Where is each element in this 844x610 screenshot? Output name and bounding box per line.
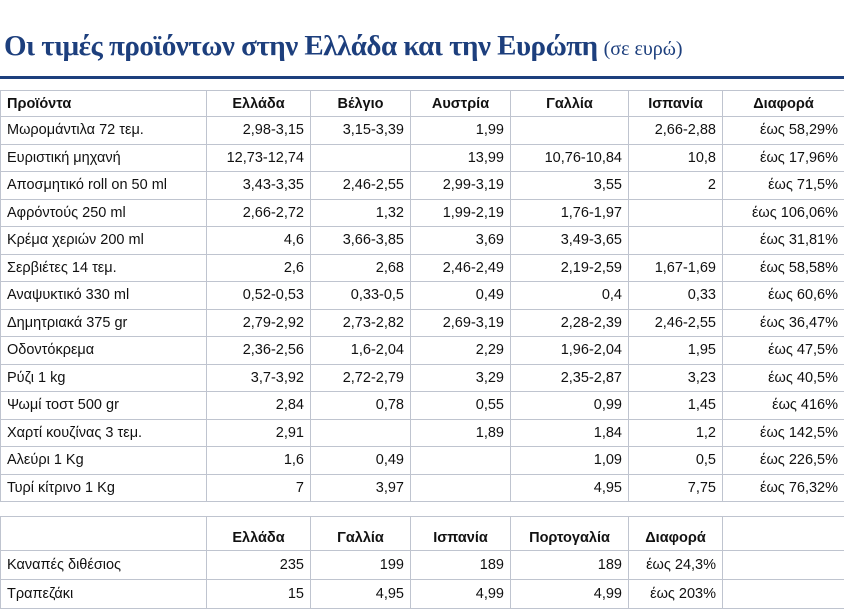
value-cell: 2,69-3,19	[411, 309, 511, 337]
value-cell: 3,15-3,39	[311, 117, 411, 145]
table-row	[1, 551, 844, 580]
value-cell: 2,72-2,79	[311, 364, 411, 392]
product-name-cell: Σερβιέτες 14 τεμ.	[1, 254, 207, 282]
value-cell: 4,95	[311, 580, 411, 609]
value-cell: 3,7-3,92	[207, 364, 311, 392]
value-cell: 3,23	[629, 364, 723, 392]
value-cell: 0,33-0,5	[311, 282, 411, 310]
header-cell: Γαλλία	[311, 517, 411, 551]
prices-table	[0, 90, 844, 502]
value-cell: 1,89	[411, 419, 511, 447]
value-cell: έως 58,58%	[723, 254, 844, 282]
table-row	[1, 254, 844, 282]
header-cell: Προϊόντα	[1, 91, 207, 117]
value-cell: 3,29	[411, 364, 511, 392]
value-cell: 2,68	[311, 254, 411, 282]
value-cell: 4,99	[411, 580, 511, 609]
prices-table-body	[1, 117, 844, 502]
value-cell: 1,67-1,69	[629, 254, 723, 282]
value-cell: 0,55	[411, 392, 511, 420]
value-cell: 1,99-2,19	[411, 199, 511, 227]
header-cell: Πορτογαλία	[511, 517, 629, 551]
table-row	[1, 199, 844, 227]
value-cell: 0,5	[629, 447, 723, 475]
product-name-cell: Κρέμα χεριών 200 ml	[1, 227, 207, 255]
header-cell	[723, 517, 844, 551]
value-cell: 2,36-2,56	[207, 337, 311, 365]
product-name-cell: Αναψυκτικό 330 ml	[1, 282, 207, 310]
value-cell: έως 71,5%	[723, 172, 844, 200]
table-row	[1, 419, 844, 447]
value-cell: έως 36,47%	[723, 309, 844, 337]
value-cell: 0,78	[311, 392, 411, 420]
value-cell: 0,33	[629, 282, 723, 310]
header-cell: Διαφορά	[723, 91, 844, 117]
value-cell: 2,79-2,92	[207, 309, 311, 337]
value-cell: έως 142,5%	[723, 419, 844, 447]
value-cell: 15	[207, 580, 311, 609]
value-cell: 0,4	[511, 282, 629, 310]
value-cell: 2,66-2,72	[207, 199, 311, 227]
value-cell: 3,69	[411, 227, 511, 255]
page-title	[4, 30, 683, 70]
header-cell: Ισπανία	[629, 91, 723, 117]
title-main: Οι τιμές προϊόντων στην Ελλάδα και την Ευρώπη	[4, 30, 598, 62]
header-cell: Διαφορά	[629, 517, 723, 551]
value-cell: 2,46-2,55	[311, 172, 411, 200]
value-cell	[411, 447, 511, 475]
value-cell	[511, 117, 629, 145]
furniture-table-body	[1, 551, 844, 609]
table-row	[1, 474, 844, 502]
value-cell: 0,49	[311, 447, 411, 475]
value-cell: έως 226,5%	[723, 447, 844, 475]
product-name-cell: Ευριστική μηχανή	[1, 144, 207, 172]
value-cell	[629, 227, 723, 255]
value-cell: 1,32	[311, 199, 411, 227]
value-cell: 2,91	[207, 419, 311, 447]
product-name-cell: Δημητριακά 375 gr	[1, 309, 207, 337]
value-cell: 1,84	[511, 419, 629, 447]
product-name-cell: Τραπεζάκι	[1, 580, 207, 609]
product-name-cell: Ψωμί τοστ 500 gr	[1, 392, 207, 420]
value-cell: 10,76-10,84	[511, 144, 629, 172]
table-row	[1, 337, 844, 365]
value-cell: 0,99	[511, 392, 629, 420]
value-cell: 2,98-3,15	[207, 117, 311, 145]
value-cell: 1,76-1,97	[511, 199, 629, 227]
value-cell: 1,6-2,04	[311, 337, 411, 365]
value-cell: 1,99	[411, 117, 511, 145]
value-cell: έως 40,5%	[723, 364, 844, 392]
value-cell: 1,45	[629, 392, 723, 420]
value-cell	[311, 419, 411, 447]
product-name-cell: Οδοντόκρεμα	[1, 337, 207, 365]
table-row	[1, 227, 844, 255]
header-cell	[1, 517, 207, 551]
value-cell: 12,73-12,74	[207, 144, 311, 172]
value-cell: 3,66-3,85	[311, 227, 411, 255]
value-cell	[411, 474, 511, 502]
value-cell: έως 203%	[629, 580, 723, 609]
value-cell: 2,46-2,55	[629, 309, 723, 337]
value-cell: 2	[629, 172, 723, 200]
value-cell: έως 76,32%	[723, 474, 844, 502]
value-cell: έως 47,5%	[723, 337, 844, 365]
header-cell: Ελλάδα	[207, 517, 311, 551]
value-cell: έως 60,6%	[723, 282, 844, 310]
value-cell: έως 31,81%	[723, 227, 844, 255]
value-cell: 4,95	[511, 474, 629, 502]
table-row	[1, 580, 844, 609]
value-cell: 2,28-2,39	[511, 309, 629, 337]
table-row	[1, 392, 844, 420]
table-header-row	[1, 91, 844, 117]
value-cell: 199	[311, 551, 411, 580]
value-cell: 1,09	[511, 447, 629, 475]
value-cell: έως 24,3%	[629, 551, 723, 580]
value-cell: 2,73-2,82	[311, 309, 411, 337]
table-row	[1, 172, 844, 200]
value-cell: 235	[207, 551, 311, 580]
value-cell: 2,29	[411, 337, 511, 365]
value-cell: 3,43-3,35	[207, 172, 311, 200]
table-header-row	[1, 517, 844, 551]
value-cell: 3,97	[311, 474, 411, 502]
value-cell: 189	[511, 551, 629, 580]
table-row	[1, 144, 844, 172]
value-cell: 13,99	[411, 144, 511, 172]
value-cell: 2,84	[207, 392, 311, 420]
value-cell: 2,6	[207, 254, 311, 282]
product-name-cell: Τυρί κίτρινο 1 Kg	[1, 474, 207, 502]
table-row	[1, 447, 844, 475]
value-cell: 189	[411, 551, 511, 580]
value-cell: 2,19-2,59	[511, 254, 629, 282]
value-cell: 3,49-3,65	[511, 227, 629, 255]
value-cell: έως 58,29%	[723, 117, 844, 145]
table-row	[1, 117, 844, 145]
value-cell: έως 416%	[723, 392, 844, 420]
product-name-cell: Αλεύρι 1 Kg	[1, 447, 207, 475]
value-cell: 0,49	[411, 282, 511, 310]
title-divider	[0, 76, 844, 79]
value-cell: 1,6	[207, 447, 311, 475]
value-cell: 2,35-2,87	[511, 364, 629, 392]
value-cell: 1,95	[629, 337, 723, 365]
product-name-cell: Χαρτί κουζίνας 3 τεμ.	[1, 419, 207, 447]
value-cell: 3,55	[511, 172, 629, 200]
value-cell: 2,66-2,88	[629, 117, 723, 145]
header-cell: Ισπανία	[411, 517, 511, 551]
value-cell: 0,52-0,53	[207, 282, 311, 310]
value-cell	[723, 580, 844, 609]
title-unit: (σε ευρώ)	[603, 38, 683, 60]
value-cell	[311, 144, 411, 172]
value-cell: 7,75	[629, 474, 723, 502]
value-cell: 2,46-2,49	[411, 254, 511, 282]
product-name-cell: Καναπές διθέσιος	[1, 551, 207, 580]
value-cell: έως 17,96%	[723, 144, 844, 172]
header-cell: Ελλάδα	[207, 91, 311, 117]
product-name-cell: Ρύζι 1 kg	[1, 364, 207, 392]
value-cell: έως 106,06%	[723, 199, 844, 227]
value-cell	[629, 199, 723, 227]
value-cell: 2,99-3,19	[411, 172, 511, 200]
header-cell: Βέλγιο	[311, 91, 411, 117]
value-cell: 7	[207, 474, 311, 502]
value-cell: 1,96-2,04	[511, 337, 629, 365]
value-cell: 1,2	[629, 419, 723, 447]
header-cell: Γαλλία	[511, 91, 629, 117]
header-cell: Αυστρία	[411, 91, 511, 117]
value-cell: 4,6	[207, 227, 311, 255]
table-row	[1, 309, 844, 337]
product-name-cell: Μωρομάντιλα 72 τεμ.	[1, 117, 207, 145]
value-cell: 4,99	[511, 580, 629, 609]
value-cell	[723, 551, 844, 580]
table-row	[1, 364, 844, 392]
product-name-cell: Αφρόντούς 250 ml	[1, 199, 207, 227]
product-name-cell: Αποσμητικό roll on 50 ml	[1, 172, 207, 200]
table-row	[1, 282, 844, 310]
furniture-table	[0, 516, 844, 609]
value-cell: 10,8	[629, 144, 723, 172]
